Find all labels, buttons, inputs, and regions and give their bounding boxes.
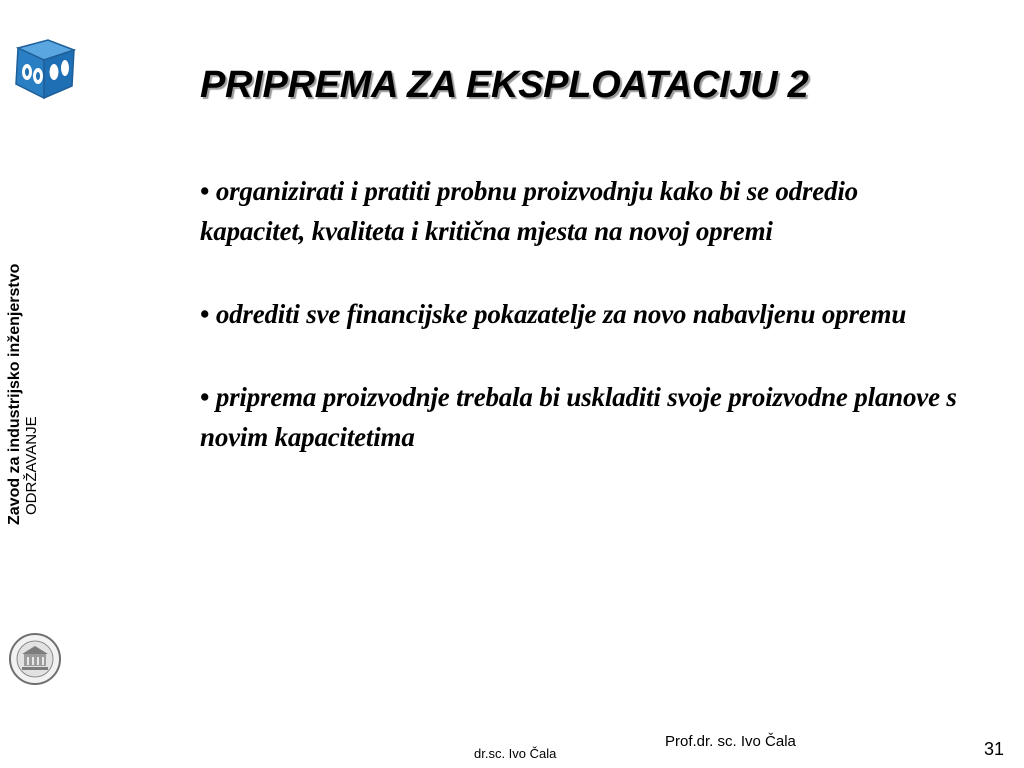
blue-cube-logo-icon: [10, 36, 78, 102]
page-number: 31: [984, 739, 1005, 759]
bullet-text: odrediti sve financijske pokazatelje za novo nabavljenu opremu: [209, 299, 907, 329]
bullet-text: priprema proizvodnje trebala bi uskladiti svoje proizvodne planove s novim kapacitetima: [200, 382, 957, 452]
institute-name: Zavod za industrijsko inženjerstvo: [6, 263, 23, 525]
course-name: ODRŽAVANJE: [23, 416, 40, 515]
university-seal-icon: [8, 632, 62, 686]
footer-author-right: Prof.dr. sc. Ivo Čala: [665, 733, 796, 750]
bullet-item: [200, 377, 960, 457]
bullet-text: organizirati i pratiti probnu proizvodnju kako bi se odredio kapacitet, kvaliteta i kritična mjesta na novoj opremi: [200, 176, 858, 246]
sidebar-vertical-text: [6, 195, 40, 525]
footer-author-center: dr.sc. Ivo Čala: [474, 746, 557, 761]
bullet-marker: •: [200, 299, 210, 329]
bullet-marker: •: [200, 382, 210, 412]
bullet-item: [200, 171, 960, 251]
bullet-marker: •: [200, 176, 210, 206]
bullet-list: [200, 171, 960, 500]
slide-title: PRIPREMA ZA EKSPLOATACIJU 2: [200, 64, 809, 106]
bullet-item: [200, 294, 960, 334]
